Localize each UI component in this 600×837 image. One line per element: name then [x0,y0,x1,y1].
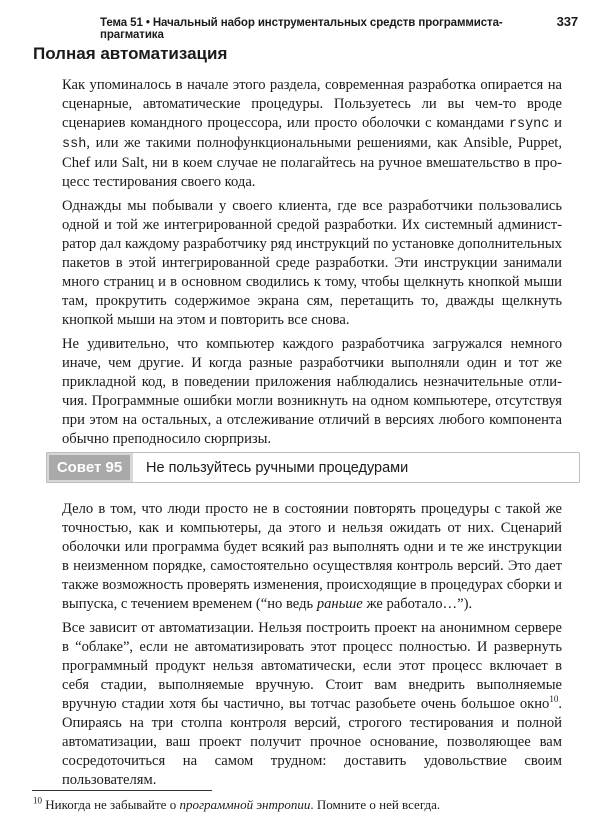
section-title: Полная автоматизация [33,44,228,63]
footnote-emphasis: программной энтропии [179,797,311,812]
code-rsync: rsync [508,117,550,132]
paragraph-5 [62,619,562,790]
p4-text-a: Дело в том, что люди просто не в состоянии повторять процедуры с такой же точностью, как и компьютеры, да этого и нельзя ожидать от них. Сценарий оболочки или программа будет всякий раз выполнять одни и те же инструкции в неизменном порядке, самостоятельно осуществляя контроль версий. Это дает также возможность проверять изменения, происходящие в процедурах сборки и выпуска, с течением временем (“но ведь [62,501,562,612]
paragraph-4 [62,500,562,614]
footnote-ref: 10 [549,694,559,705]
p5-text-a: Все зависит от автоматизации. Нельзя построить проект на анонимном сервере в “облаке”, если не автоматизировать этот процесс полностью. И развернуть программный продукт нельзя автоматически, если этот процесс включает в себя стадии, выполняемые вручную. Стоит вам внедрить выполняемые вручную стадии хотя бы частично, вы тотчас разобьете очень большое окно [62,620,562,712]
p4-text-b: же работало…”). [362,596,473,612]
tip-box [46,452,580,483]
footnote-number: 10 [33,795,42,806]
body-bottom [62,500,562,790]
tip-badge: Совет 95 [49,455,130,480]
page-number: 337 [556,14,578,29]
p1-text-a: Как упоминалось в начале этого раздела, современная разработка опирается на сценарные, автоматические процедуры. Пользуетесь ли вы чем-то вроде сценариев командного процессора, или просто оболочки с командами [62,77,562,131]
body-top [62,76,562,449]
paragraph-1 [62,76,562,192]
footnote-text-b: . Помните о ней всегда. [310,797,441,812]
running-header [100,14,578,41]
footnote [33,797,440,813]
p4-emphasis: раньше [316,596,363,612]
running-title: Тема 51 • Начальный набор инструментальных средств программиста-прагматика [100,17,503,41]
p1-text-b: и [549,115,562,131]
footnote-rule [32,790,212,791]
tip-frame [46,452,580,483]
paragraph-3: Не удивительно, что компьютер каждого разработчика загружался немного иначе, чем другие. И когда разные разработчики выполняли один и тот же прикладной код, в поведении приложения наблюдались незначительные отличия. Программные ошибки могли возникнуть на одном компьютере, отсутствуя при этом на остальных, а отслеживание отличий в версиях любого компонента обычно преподносило сюрпризы. [62,336,562,447]
p5-text-b: . Опираясь на три столпа контроля версий, строгого тестирования и полной автоматизации, ваш проект получит прочное основание, позволяющее вам сосредоточиться на самом трудном: доставить удовольствие своим пользователям. [62,696,562,788]
paragraph-2: Однажды мы побывали у своего клиента, где все разработчики пользовались одной и той же интегрированной средой разработки. Их системный администратор дал каждому разработчику ряд инструкций по установке дополнительных пакетов в этой интегрированной среде разработки. Эти инструкции занимали много страниц и в основном сводились к тому, чтобы щелкнуть кнопкой мыши там, прокрутить содержимое экрана сям, перетащить то, дважды щелкнуть кнопкой мыши на этом и повторить все снова. [62,198,562,328]
footnote-text-a: Никогда не забывайте о [42,797,180,812]
code-ssh: ssh [62,137,87,152]
p1-text-c: , или же такими полнофункциональными решениями, как Ansible, Puppet, Chef или Salt, ни в коем случае не полагайтесь на ручное вмешательство в процесс тестирования своего кода. [62,135,562,190]
tip-text: Не пользуйтесь ручными процедурами [146,459,409,476]
